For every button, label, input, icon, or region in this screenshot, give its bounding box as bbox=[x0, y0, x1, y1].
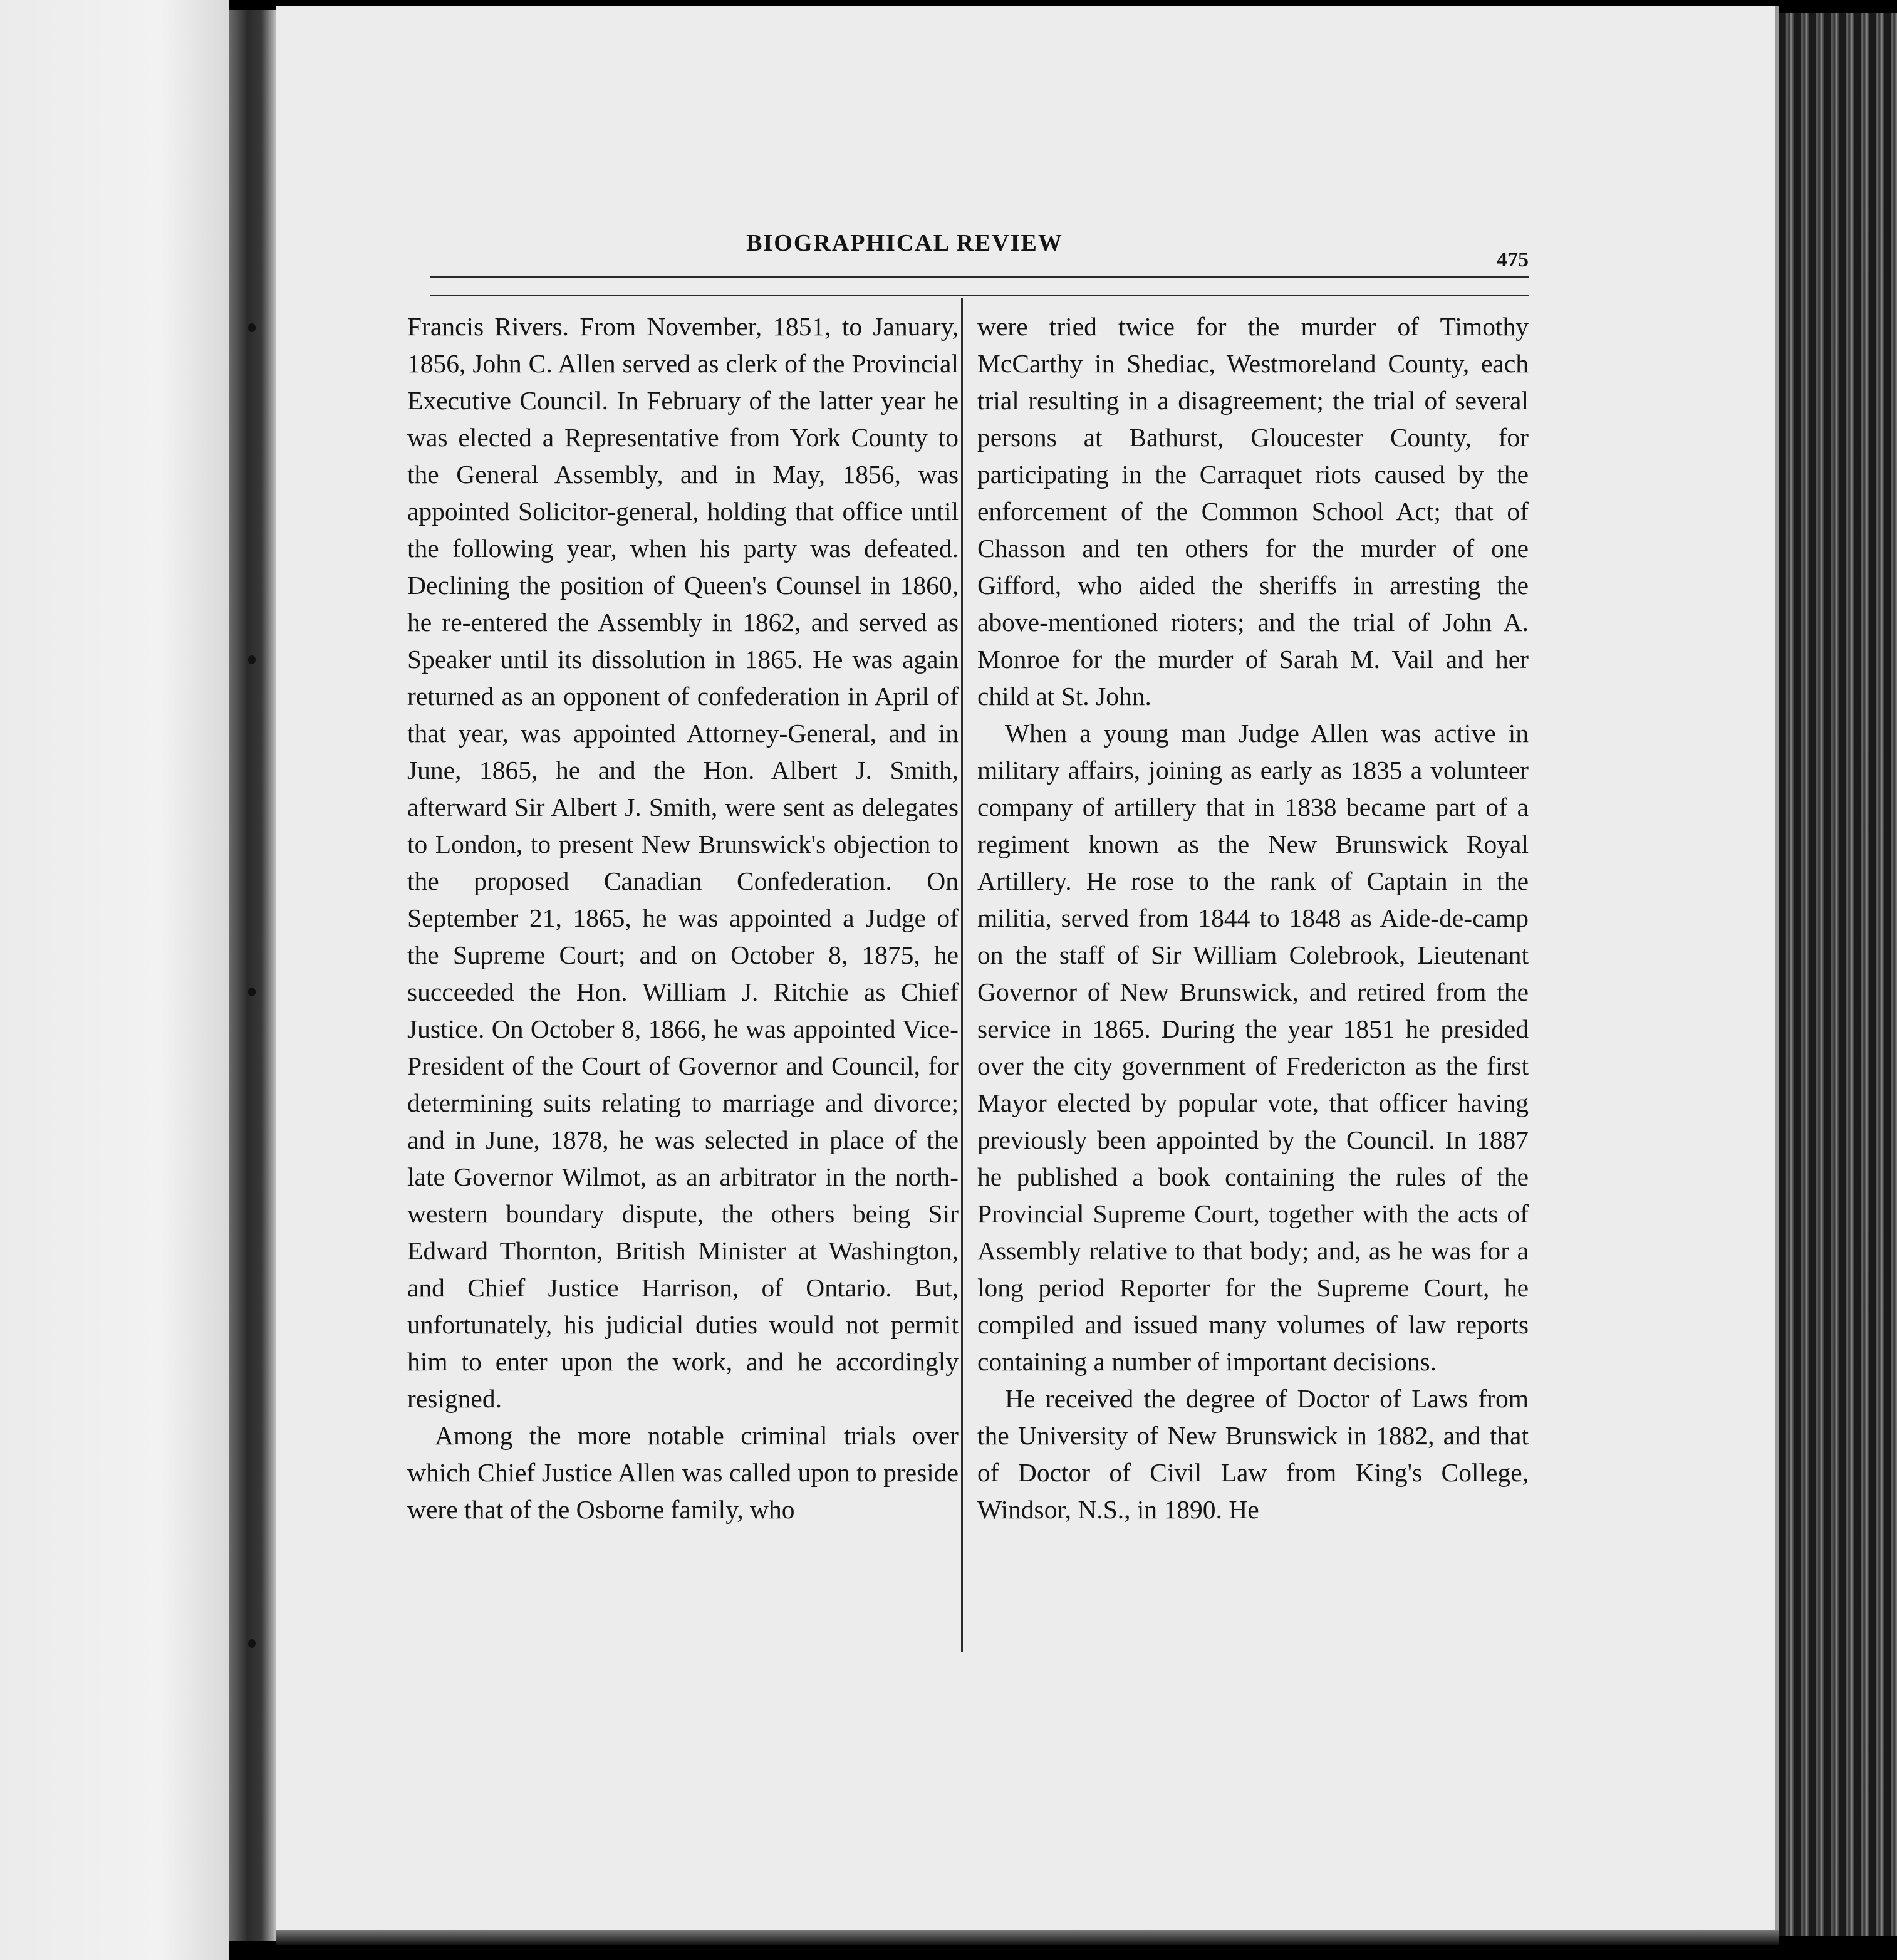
binding-mark bbox=[248, 655, 256, 664]
page-edges bbox=[1779, 13, 1897, 1936]
paragraph: He received the degree of Doctor of Laws from the University of New Brunswick in 1882, and that of Doctor of Civil Law from King's College, Windsor, N.S., in 1890. He bbox=[977, 1384, 1529, 1524]
facing-page bbox=[0, 0, 229, 1960]
paragraph: were tried twice for the murder of Timothy McCarthy in Shediac, Westmoreland County, each trial resulting in a disagreement; the trial of several persons at Bathurst, Gloucester County, for participating in the Carraquet riots caused by the enforcement of the Common School Act; that of Chasson and ten others for the murder of one Gifford, who aided the sheriffs in arresting the above-mentioned rioters; and the trial of John A. Monroe for the murder of Sarah M. Vail and her child at St. John. bbox=[977, 312, 1529, 711]
left-column bbox=[407, 308, 959, 1528]
binding-mark bbox=[248, 1639, 256, 1648]
paragraph: Among the more notable criminal trials over which Chief Justice Allen was called upon to preside were that of the Osborne family, who bbox=[407, 1421, 959, 1524]
header-rule-top bbox=[430, 276, 1529, 278]
header-rule-bottom bbox=[430, 295, 1529, 296]
column-divider bbox=[961, 298, 963, 1652]
right-column bbox=[977, 308, 1529, 1528]
running-title: BIOGRAPHICAL REVIEW bbox=[746, 230, 1063, 256]
binding-mark bbox=[248, 988, 256, 996]
page-bottom-edge bbox=[276, 1930, 1779, 1945]
binding-mark bbox=[248, 323, 256, 332]
page-number: 475 bbox=[1497, 248, 1529, 271]
paragraph: Francis Rivers. From November, 1851, to January, 1856, John C. Allen served as clerk of the Provincial Executive Council. In February of the latter year he was elected a Representative from York County to the General Assembly, and in May, 1856, was appointed Solicitor-general, holding that office until the following year, when his party was defeated. Declining the position of Queen's Counsel in 1860, he re-entered the Assembly in 1862, and served as Speaker until its dissolution in 1865. He was again returned as an opponent of confederation in April of that year, was appointed Attorney-General, and in June, 1865, he and the Hon. Albert J. Smith, afterward Sir Albert J. Smith, were sent as delegates to London, to present New Brunswick's objection to the proposed Canadian Confederation. On September 21, 1865, he was appointed a Judge of the Supreme Court; and on October 8, 1875, he succeeded the Hon. William J. Ritchie as Chief Justice. On October 8, 1866, he was appointed Vice-President of the Court of Governor and Council, for determining suits relating to marriage and divorce; and in June, 1878, he was selected in place of the late Governor Wilmot, as an arbitrator in the north-western boundary dispute, the others being Sir Edward Thornton, British Minister at Washington, and Chief Justice Harrison, of Ontario. But, unfortunately, his judicial duties would not permit him to enter upon the work, and he accordingly resigned. bbox=[407, 312, 959, 1413]
book-gutter bbox=[229, 10, 276, 1941]
paragraph: When a young man Judge Allen was active in military affairs, joining as early as 1835 a volunteer company of artillery that in 1838 became part of a regiment known as the New Brunswick Royal Artillery. He rose to the rank of Captain in the militia, served from 1844 to 1848 as Aide-de-camp on the staff of Sir William Colebrook, Lieutenant Governor of New Brunswick, and retired from the service in 1865. During the year 1851 he presided over the city government of Fredericton as the first Mayor elected by popular vote, that officer having previously been appointed by the Council. In 1887 he published a book containing the rules of the Provincial Supreme Court, together with the acts of Assembly relative to that body; and, as he was for a long period Reporter for the Supreme Court, he compiled and issued many volumes of law reports containing a number of important decisions. bbox=[977, 719, 1529, 1376]
running-header bbox=[430, 223, 1529, 273]
